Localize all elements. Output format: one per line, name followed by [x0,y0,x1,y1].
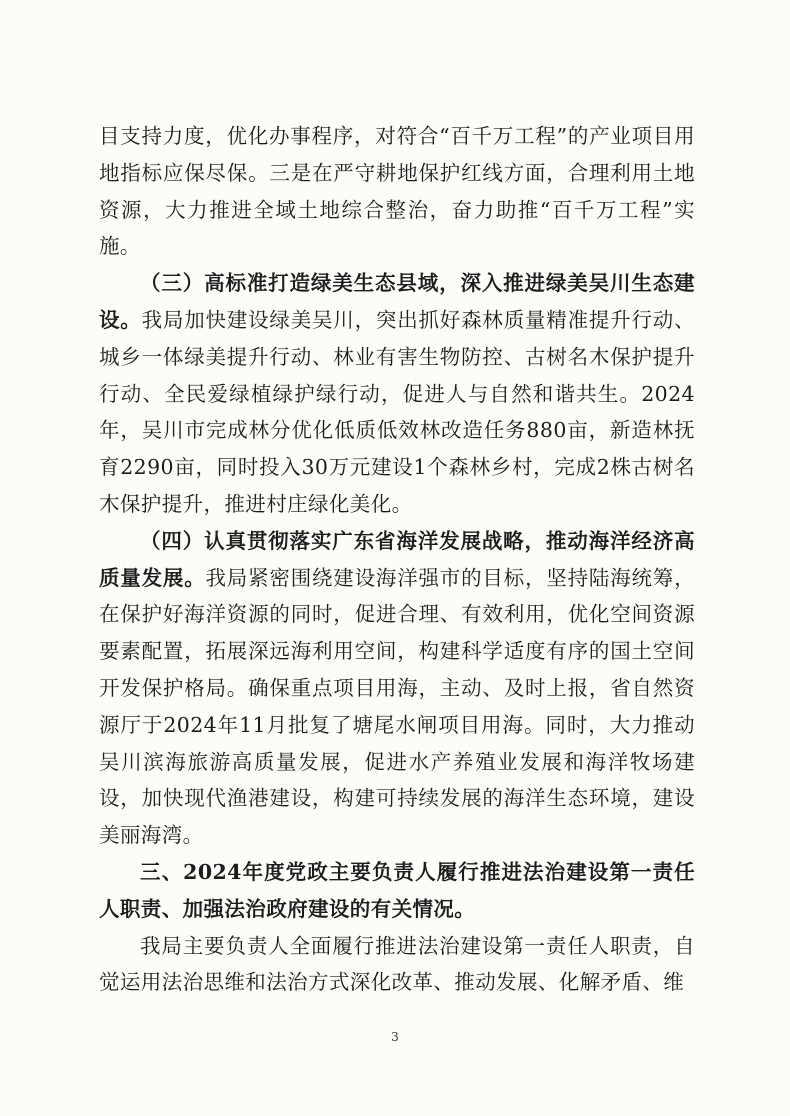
section-heading: 三、2024年度党政主要负责人履行推进法治建设第一责任人职责、加强法治政府建设的有关情况。 [99,859,695,921]
paragraph-text: 我局加快建设绿美吴川，突出抓好森林质量精准提升行动、城乡一体绿美提升行动、林业有害生物防控、古树名木保护提升行动、全民爱绿植绿护绿行动，促进人与自然和谐共生。2024年，吴川市完成林分优化低质低效林改造任务880亩，新造林抚育2290亩，同时投入30万元建设1个森林乡村，完成2株古树名木保护提升，推进村庄绿化美化。 [99,307,695,516]
paragraph-section-4 [99,523,695,854]
paragraph-text: 目支持力度，优化办事程序，对符合“百千万工程”的产业项目用地指标应保尽保。三是在严守耕地保护红线方面，合理利用土地资源，大力推进全域土地综合整治，奋力助推“百千万工程”实施。 [99,124,695,259]
paragraph-text: 我局紧密围绕建设海洋强市的目标，坚持陆海统筹，在保护好海洋资源的同时，促进合理、有效利用，优化空间资源要素配置，拓展深远海利用空间，构建科学适度有序的国土空间开发保护格局。确保重点项目用海，主动、及时上报，省自然资源厅于2024年11月批复了塘尾水闸项目用海。同时，大力推动吴川滨海旅游高质量发展，促进水产养殖业发展和海洋牧场建设，加快现代渔港建设，构建可持续发展的海洋生态环境，建设美丽海湾。 [99,565,695,848]
section-heading-inline: （四）认真贯彻落实广东省海洋发展战略，推动海洋经济高质量发展。 [99,528,695,590]
paragraph-body [99,928,695,1002]
paragraph-continuation [99,118,695,265]
paragraph-text: 我局主要负责人全面履行推进法治建设第一责任人职责，自觉运用法治思维和法治方式深化改革、推动发展、化解矛盾、维 [99,933,695,995]
section-heading-inline: （三）高标准打造绿美生态县域，深入推进绿美吴川生态建设。 [99,271,695,332]
paragraph-section-3 [99,265,695,523]
page-number: 3 [391,1030,399,1044]
document-body [99,118,695,1001]
